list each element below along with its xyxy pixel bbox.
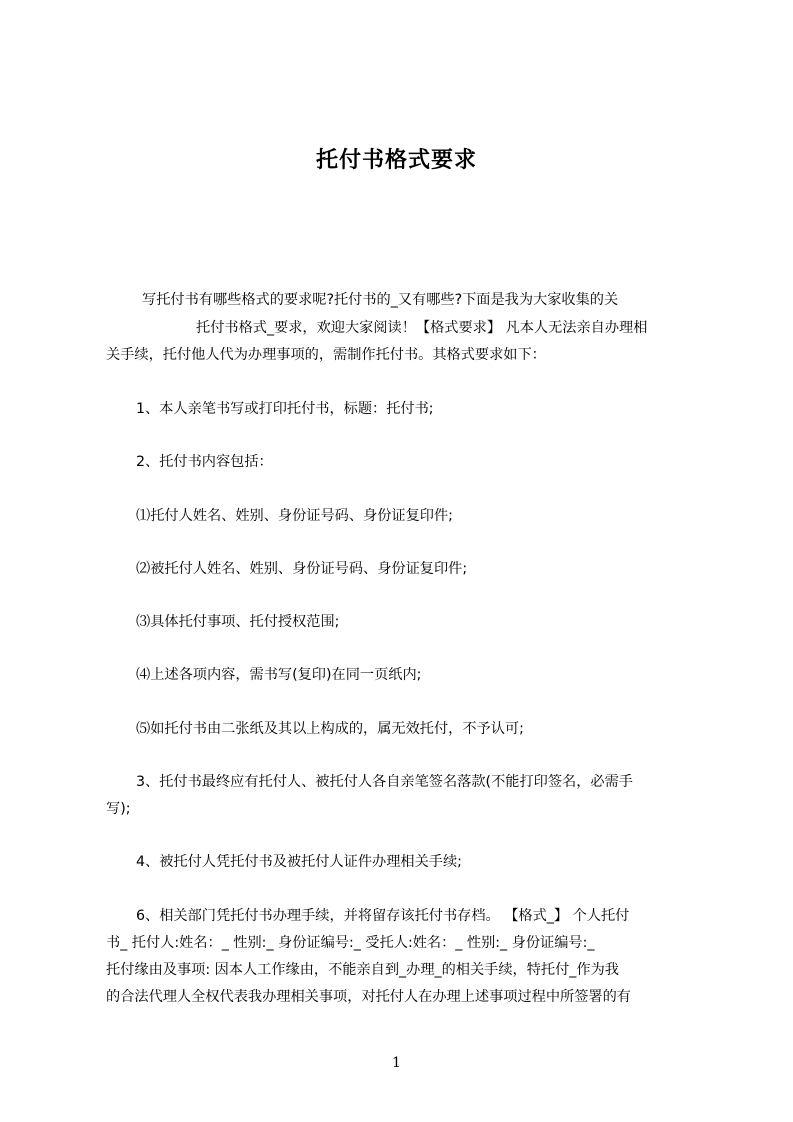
- sub-item-1: ⑴托付人姓名、姓别、身份证号码、身份证复印件;: [136, 508, 453, 524]
- sub-item-5: ⑸如托付书由二张纸及其以上构成的，属无效托付，不予认可;: [136, 721, 524, 737]
- item-6-line-4: 的合法代理人全权代表我办理相关事项，对托付人在办理上述事项过程中所签署的有: [106, 989, 631, 1005]
- page-number: 1: [392, 1055, 401, 1071]
- item-3-line-1: 3、托付书最终应有托付人、被托付人各自亲笔签名落款(不能打印签名，必需手: [136, 774, 633, 790]
- intro-line-2: 托付书格式_要求，欢迎大家阅读！【格式要求】 凡本人无法亲自办理相: [196, 320, 648, 336]
- item-3-line-2: 写);: [106, 801, 131, 817]
- sub-item-3: ⑶具体托付事项、托付授权范围;: [136, 614, 340, 630]
- item-4: 4、被托付人凭托付书及被托付人证件办理相关手续;: [136, 854, 462, 870]
- item-1: 1、本人亲笔书写或打印托付书，标题：托付书;: [136, 401, 434, 417]
- item-6-line-1: 6、相关部门凭托付书办理手续，并将留存该托付书存档。 【格式_】 个人托付: [136, 908, 630, 924]
- item-6-line-3: 托付缘由及事项: 因本人工作缘由，不能亲自到_办理_的相关手续，特托付_作为我: [106, 962, 619, 978]
- sub-item-2: ⑵被托付人姓名、姓别、身份证号码、身份证复印件;: [136, 561, 468, 577]
- intro-line-1: 写托付书有哪些格式的要求呢?托付书的_又有哪些?下面是我为大家收集的关: [142, 292, 619, 308]
- sub-item-4: ⑷上述各项内容，需书写(复印)在同一页纸内;: [136, 667, 422, 683]
- item-6-line-2: 书_ 托付人:姓名：_ 性别:_ 身份证编号:_ 受托人:姓名：_ 性别:_ 身份证编号:_: [106, 935, 595, 951]
- intro-line-3: 关手续，托付他人代为办理事项的，需制作托付书。其格式要求如下：: [106, 347, 546, 363]
- document-title: 托付书格式要求: [315, 148, 477, 173]
- item-2: 2、托付书内容包括：: [136, 454, 273, 470]
